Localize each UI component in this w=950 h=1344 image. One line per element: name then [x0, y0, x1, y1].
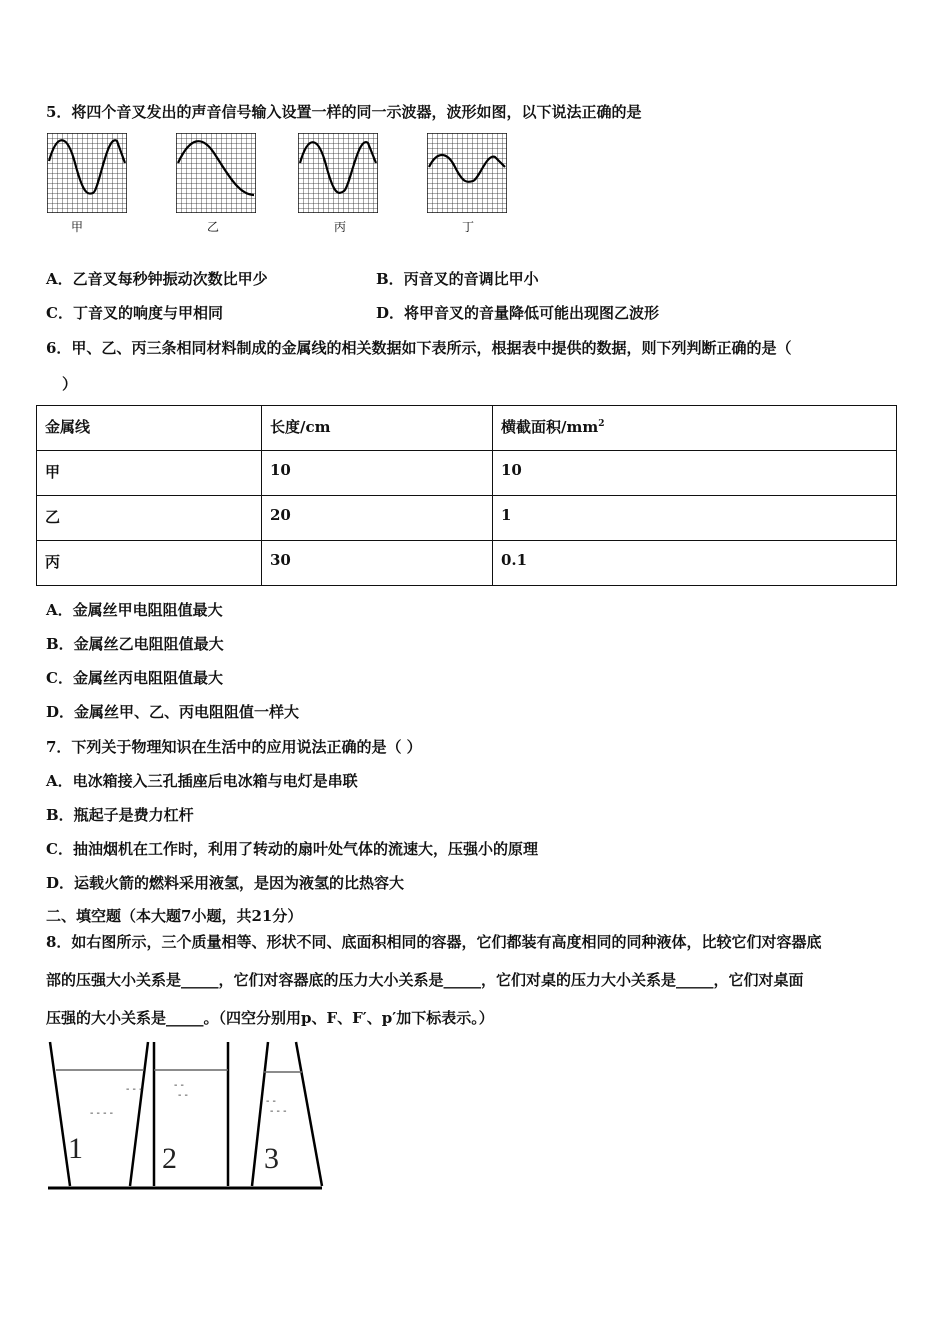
container-2: [154, 1042, 228, 1186]
header-area: 横截面积$/mm^2$: [493, 406, 897, 451]
svg-text:- -: - -: [178, 1090, 188, 1101]
q6-option-b[interactable]: B．金属丝乙电阻阻值最大: [46, 635, 224, 653]
q6-option-a[interactable]: A．金属丝甲电阻阻值最大: [46, 601, 223, 619]
q7-option-b[interactable]: B．瓶起子是费力杠杆: [46, 806, 194, 824]
wave-label-bing: 丙: [333, 220, 346, 234]
svg-text:- -: - -: [266, 1096, 276, 1107]
svg-text:- - - -: - - - -: [90, 1108, 114, 1119]
wave-label-yi: 乙: [206, 220, 219, 234]
cell-length: 20: [262, 496, 493, 541]
header-wire: 金属线: [37, 406, 262, 451]
oscilloscope-bing: [298, 133, 378, 213]
oscilloscope-ding: [427, 133, 507, 213]
cell-wire: 丙: [37, 541, 262, 586]
q7-option-c[interactable]: C．抽油烟机在工作时，利用了转动的扇叶处气体的流速大，压强小的原理: [46, 840, 538, 858]
cell-wire: 甲: [37, 451, 262, 496]
q8-line3: 压强的大小关系是_____。（四空分别用p、F、F′、p′加下标表示。）: [46, 1009, 494, 1027]
q7-option-a[interactable]: A．电冰箱接入三孔插座后电冰箱与电灯是串联: [46, 772, 358, 790]
cell-wire: 乙: [37, 496, 262, 541]
three-containers-figure: [46, 1040, 324, 1192]
q7-stem: 7．下列关于物理知识在生活中的应用说法正确的是（ ）: [46, 738, 422, 756]
q5-option-d[interactable]: D．将甲音叉的音量降低可能出现图乙波形: [376, 304, 660, 322]
cell-area: 1: [493, 496, 897, 541]
container-label-2: 2: [162, 1142, 177, 1175]
q5-option-a[interactable]: A．乙音叉每秒钟振动次数比甲少: [46, 270, 268, 288]
q7-option-d[interactable]: D．运载火箭的燃料采用液氢，是因为液氢的比热容大: [46, 874, 405, 892]
table-row: [37, 451, 897, 496]
cell-area: 0.1: [493, 541, 897, 586]
table-header-row: [37, 406, 897, 451]
oscilloscope-jia: [47, 133, 127, 213]
container-label-1: 1: [68, 1132, 83, 1165]
wave-label-jia: 甲: [70, 220, 83, 234]
svg-text:- - -: - - -: [270, 1106, 287, 1117]
header-length: 长度/cm: [262, 406, 493, 451]
cell-area: 10: [493, 451, 897, 496]
q6-stem-end: ）: [62, 375, 78, 393]
wave-label-ding: 丁: [461, 220, 474, 234]
q8-line1: 8．如右图所示，三个质量相等、形状不同、底面积相同的容器，它们都装有高度相同的同种液体，比较它们对容器底: [46, 933, 822, 951]
cell-length: 30: [262, 541, 493, 586]
table-row: [37, 496, 897, 541]
q5-stem: 5．将四个音叉发出的声音信号输入设置一样的同一示波器，波形如图，以下说法正确的是: [46, 103, 642, 121]
cell-length: 10: [262, 451, 493, 496]
svg-text:- -: - -: [174, 1080, 184, 1091]
table-row: [37, 541, 897, 586]
container-label-3: 3: [264, 1142, 279, 1175]
svg-text:- - -: - - -: [126, 1084, 143, 1095]
container-1: [50, 1042, 148, 1186]
oscilloscope-yi: [176, 133, 256, 213]
q5-option-b[interactable]: B．丙音叉的音调比甲小: [376, 270, 539, 288]
container-3: [252, 1042, 322, 1186]
section-heading: 二、填空题（本大题7小题，共21分）: [46, 907, 303, 925]
q5-option-c[interactable]: C．丁音叉的响度与甲相同: [46, 304, 223, 322]
q6-option-c[interactable]: C．金属丝丙电阻阻值最大: [46, 669, 223, 687]
q6-option-d[interactable]: D．金属丝甲、乙、丙电阻阻值一样大: [46, 703, 300, 721]
q6-stem: 6．甲、乙、丙三条相同材料制成的金属线的相关数据如下表所示，根据表中提供的数据，则下列判断正确的是（: [46, 339, 792, 357]
q8-line2: 部的压强大小关系是_____，它们对容器底的压力大小关系是_____，它们对桌的压力大小关系是_____，它们对桌面: [46, 971, 804, 989]
wire-data-table: [36, 405, 897, 586]
